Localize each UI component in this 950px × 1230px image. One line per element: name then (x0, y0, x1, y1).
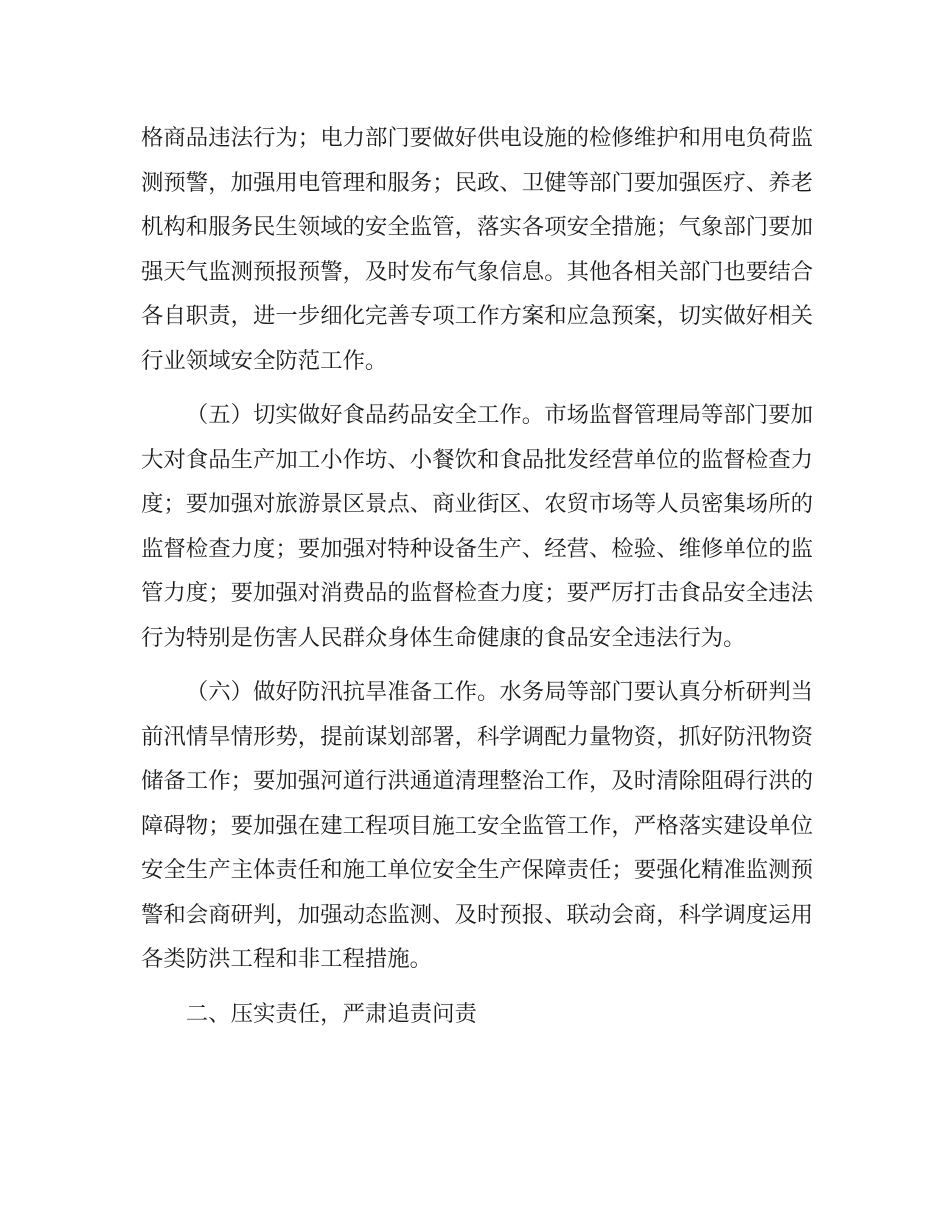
document-page (141, 116, 813, 1046)
section-heading: 二、压实责任，严肃追责问责 (185, 1000, 477, 1027)
paragraph-food-drug-safety: （五）切实做好食品药品安全工作。市场监督管理局等部门要加大对食品生产加工小作坊、小餐饮和食品批发经营单位的监督检查力度；要加强对旅游景区景点、商业街区、农贸市场等人员密集场所的监督检查力度；要加强对特种设备生产、经营、检验、维修单位的监管力度；要加强对消费品的监督检查力度；要严厉打击食品安全违法行为特别是伤害人民群众身体生命健康的食品安全违法行为。 (141, 402, 813, 651)
paragraph-flood-drought-prep: （六）做好防汛抗旱准备工作。水务局等部门要认真分析研判当前汛情旱情形势，提前谋划部署，科学调配力量物资，抓好防汛物资储备工作；要加强河道行洪通道清理整治工作，及时清除阻碍行洪的障碍物；要加强在建工程项目施工安全监管工作，严格落实建设单位安全生产主体责任和施工单位安全生产保障责任；要强化精准监测预警和会商研判，加强动态监测、及时预报、联动会商，科学调度运用各类防洪工程和非工程措施。 (141, 679, 813, 972)
paragraph-continuation: 格商品违法行为；电力部门要做好供电设施的检修维护和用电负荷监测预警，加强用电管理和服务；民政、卫健等部门要加强医疗、养老机构和服务民生领域的安全监管，落实各项安全措施；气象部门要加强天气监测预报预警，及时发布气象信息。其他各相关部门也要结合各自职责，进一步细化完善专项工作方案和应急预案，切实做好相关行业领域安全防范工作。 (141, 125, 813, 374)
